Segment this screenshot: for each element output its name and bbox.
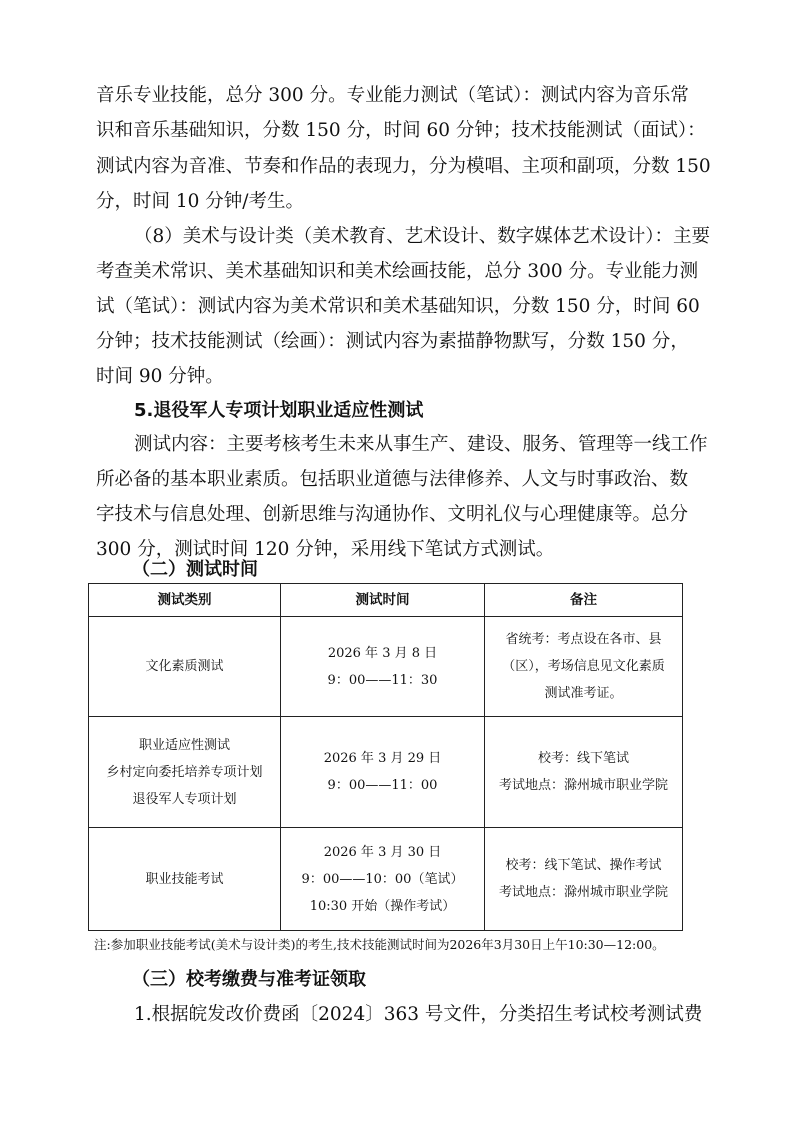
music-paragraph-line-3: 测试内容为音准、节奏和作品的表现力，分为模唱、主项和副项，分数 150: [96, 156, 711, 177]
veteran-paragraph-line-2: 所必备的基本职业素质。包括职业道德与法律修养、人文与时事政治、数: [96, 469, 689, 490]
table-row: [89, 717, 683, 828]
cell-line: 文化素质测试: [145, 659, 224, 674]
row3-category: [89, 828, 281, 931]
row2-note: [485, 717, 683, 828]
row3-time: [281, 828, 485, 931]
art-paragraph-line-3: 试（笔试）：测试内容为美术常识和美术基础知识，分数 150 分，时间 60: [96, 296, 700, 317]
header-category: 测试类别: [89, 584, 281, 617]
table-row: [89, 828, 683, 931]
cell-line: 职业适应性测试: [138, 737, 230, 753]
cell-line: 9：00——10：00（笔试）: [301, 871, 464, 887]
veteran-paragraph-line-1: 测试内容：主要考核考生未来从事生产、建设、服务、管理等一线工作: [134, 434, 708, 455]
cell-line: 考试地点：滁州城市职业学院: [498, 778, 668, 793]
art-paragraph-line-4: 分钟；技术技能测试（绘画）：测试内容为素描静物默写，分数 150 分，: [96, 331, 689, 352]
row1-time: [281, 617, 485, 717]
test-schedule-table: [88, 583, 683, 931]
music-paragraph-line-4: 分，时间 10 分钟/考生。: [96, 191, 305, 212]
art-paragraph-line-5: 时间 90 分钟。: [96, 366, 224, 387]
row1-note: [485, 617, 683, 717]
art-paragraph-line-2: 考查美术常识、美术基础知识和美术绘画技能，总分 300 分。专业能力测: [96, 261, 699, 282]
music-paragraph-line-2: 识和音乐基础知识，分数 150 分，时间 60 分钟；技术技能测试（面试）：: [96, 120, 706, 141]
cell-line: 考试地点：滁州城市职业学院: [498, 885, 668, 900]
table-footnote: 注:参加职业技能考试(美术与设计类)的考生,技术技能测试时间为2026年3月30日上午10:30—12:00。: [94, 937, 665, 952]
header-note: 备注: [485, 584, 683, 617]
section-test-time-heading: （二）测试时间: [132, 559, 258, 580]
cell-line: 校考：线下笔试、操作考试: [505, 858, 662, 873]
cell-line: 2026 年 3 月 29 日: [323, 751, 442, 766]
art-paragraph-line-1: （8）美术与设计类（美术教育、艺术设计、数字媒体艺术设计）：主要: [134, 226, 711, 247]
music-paragraph-line-1: 音乐专业技能，总分 300 分。专业能力测试（笔试）：测试内容为音乐常: [96, 85, 689, 106]
cell-line: 10:30 开始（操作考试）: [309, 898, 456, 914]
row3-note: [485, 828, 683, 931]
header-time: 测试时间: [281, 584, 485, 617]
fee-paragraph-line-1: 1.根据皖发改价费函〔2024〕363 号文件，分类招生考试校考测试费: [134, 1004, 703, 1025]
veteran-paragraph-line-4: 300 分，测试时间 120 分钟，采用线下笔试方式测试。: [96, 539, 555, 560]
table-row: [89, 617, 683, 717]
cell-line: 乡村定向委托培养专项计划: [106, 764, 263, 780]
row1-category: [89, 617, 281, 717]
cell-line: 职业技能考试: [145, 871, 224, 887]
cell-line: 测试准考证。: [544, 686, 623, 701]
veteran-paragraph-line-3: 字技术与信息处理、创新思维与沟通协作、文明礼仪与心理健康等。总分: [96, 504, 689, 525]
section-fee-heading: （三）校考缴费与准考证领取: [132, 969, 366, 990]
row2-category: [89, 717, 281, 828]
cell-line: 省统考：考点设在各市、县: [505, 632, 662, 647]
cell-line: 校考：线下笔试: [537, 751, 629, 766]
cell-line: 2026 年 3 月 30 日: [323, 844, 442, 860]
veteran-section-heading: 5.退役军人专项计划职业适应性测试: [134, 400, 424, 421]
table-header-row: [89, 584, 683, 617]
cell-line: 2026 年 3 月 8 日: [327, 645, 438, 661]
cell-line: 9：00——11：00: [327, 778, 438, 793]
cell-line: 9：00——11：30: [327, 672, 438, 688]
cell-line: （区），考场信息见文化素质: [502, 659, 665, 674]
cell-line: 退役军人专项计划: [132, 791, 237, 807]
row2-time: [281, 717, 485, 828]
